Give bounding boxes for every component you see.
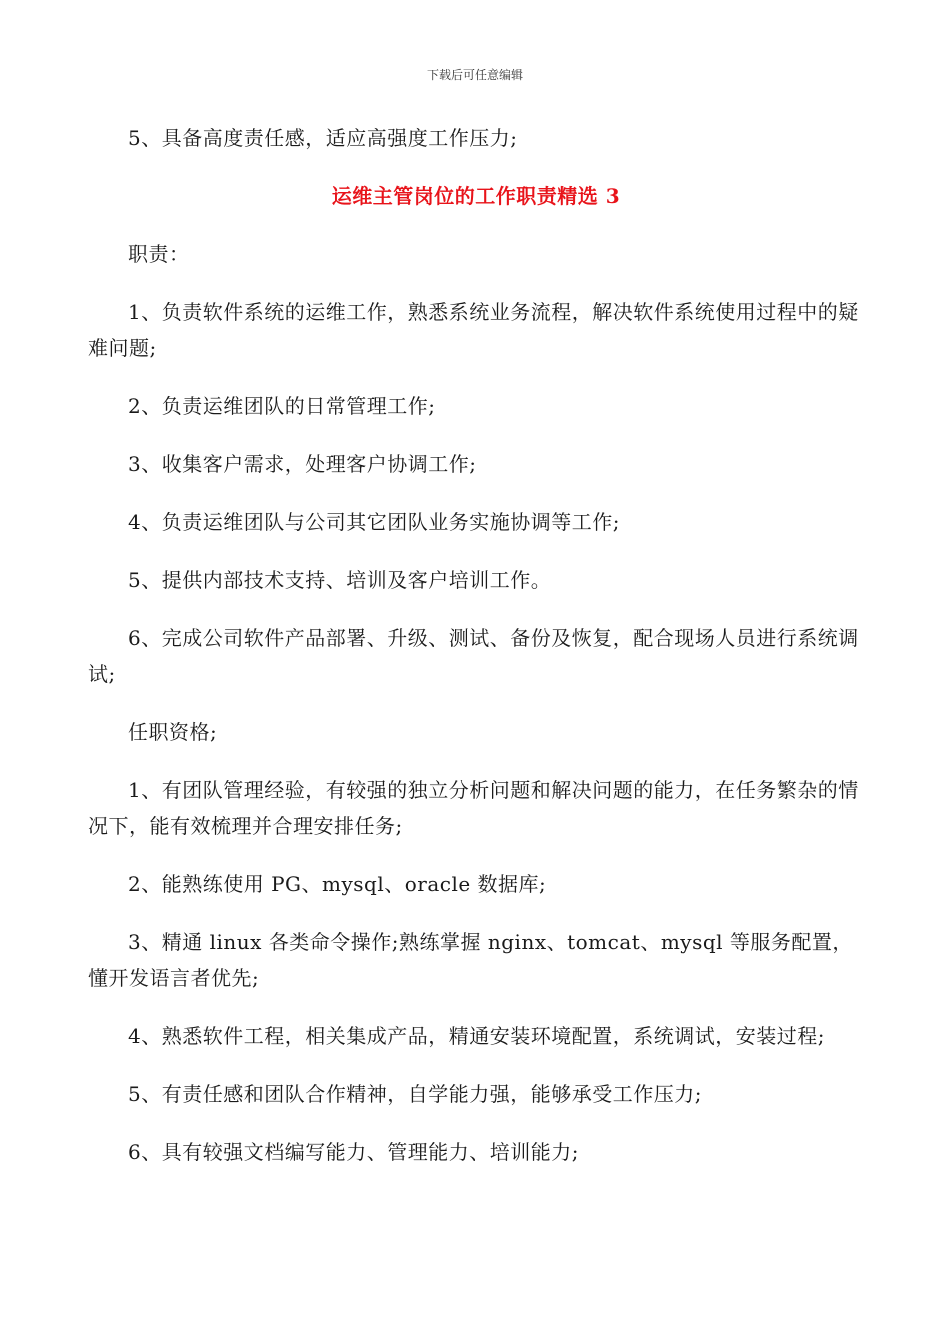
duties-label: 职责： (128, 242, 190, 266)
duty-item-4: 4、负责运维团队与公司其它团队业务实施协调等工作; (128, 510, 620, 534)
document-body (88, 120, 864, 1192)
duty-item-5: 5、提供内部技术支持、培训及客户培训工作。 (128, 568, 552, 592)
qualification-item-5: 5、有责任感和团队合作精神，自学能力强，能够承受工作压力; (128, 1082, 702, 1106)
qualification-item-2: 2、能熟练使用 PG、mysql、oracle 数据库; (128, 872, 547, 896)
qualifications-label: 任职资格; (128, 720, 218, 744)
qualification-item-1: 1、有团队管理经验，有较强的独立分析问题和解决问题的能力，在任务繁杂的情况下，能有效梳理并合理安排任务; (88, 778, 859, 838)
duty-item-1: 1、负责软件系统的运维工作，熟悉系统业务流程，解决软件系统使用过程中的疑难问题; (88, 300, 859, 360)
duty-item-6: 6、完成公司软件产品部署、升级、测试、备份及恢复，配合现场人员进行系统调试; (88, 626, 859, 686)
section-title: 运维主管岗位的工作职责精选 3 (331, 184, 621, 208)
qualification-item-3: 3、精通 linux 各类命令操作;熟练掌握 nginx、tomcat、mysql 等服务配置，懂开发语言者优先; (88, 930, 853, 990)
qualification-item-4: 4、熟悉软件工程，相关集成产品，精通安装环境配置，系统调试，安装过程; (128, 1024, 825, 1048)
qualification-item-6: 6、具有较强文档编写能力、管理能力、培训能力; (128, 1140, 579, 1164)
duty-item-3: 3、收集客户需求，处理客户协调工作; (128, 452, 477, 476)
header-note: 下载后可任意编辑 (426, 68, 523, 82)
top-item: 5、具备高度责任感，适应高强度工作压力; (128, 126, 518, 150)
duty-item-2: 2、负责运维团队的日常管理工作; (128, 394, 436, 418)
